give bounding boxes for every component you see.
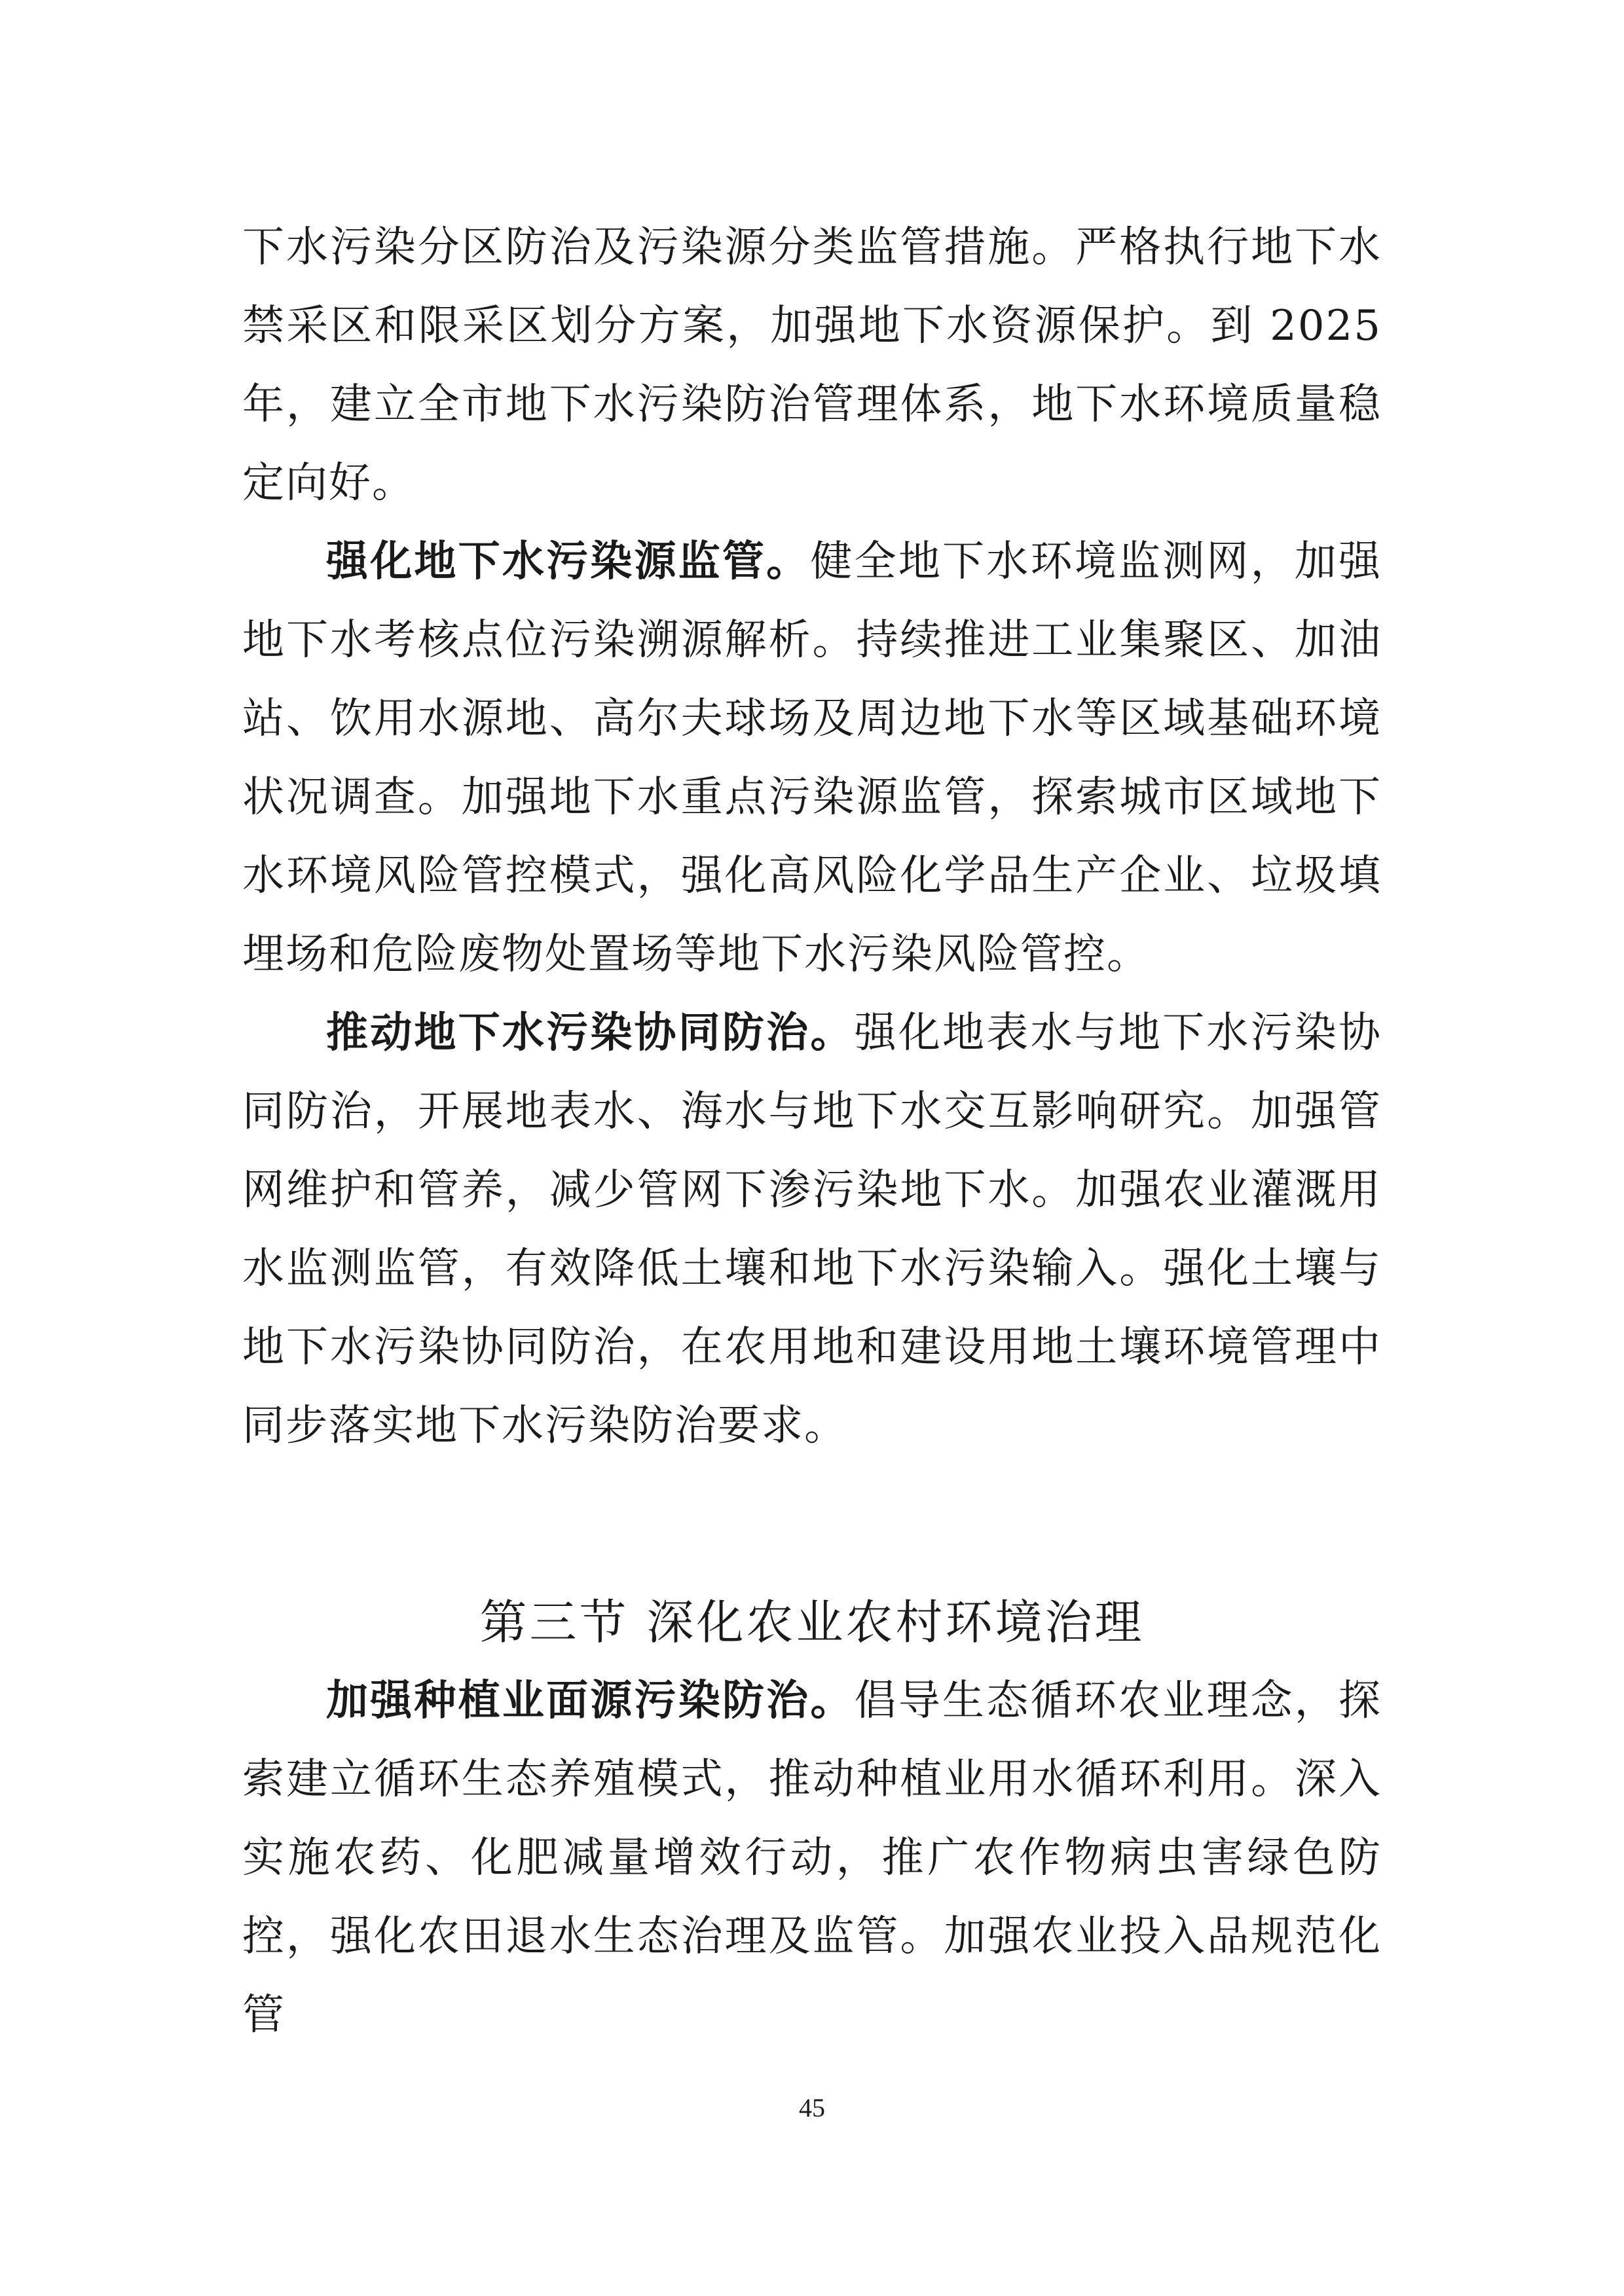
paragraph-planting-pollution-prevention	[242, 1662, 1382, 2054]
paragraph-lead-heading: 强化地下水污染源监管。	[326, 537, 811, 586]
paragraph-continued	[242, 208, 1382, 522]
paragraph-groundwater-joint-prevention	[242, 994, 1382, 1465]
section-heading: 第三节 深化农业农村环境治理	[479, 1595, 1145, 1650]
page-number: 45	[799, 2093, 825, 2123]
paragraph-lead-heading: 推动地下水污染协同防治。	[326, 1008, 855, 1057]
paragraph-text: 健全地下水环境监测网，加强地下水考核点位污染溯源解析。持续推进工业集聚区、加油站、饮用水源地、高尔夫球场及周边地下水等区域基础环境状况调查。加强地下水重点污染源监管，探索城市区域地下水环境风险管控模式，强化高风险化学品生产企业、垃圾填埋场和危险废物处置场等地下水污染风险管控。	[242, 538, 1382, 979]
paragraph-lead-heading: 加强种植业面源污染防治。	[326, 1676, 855, 1725]
paragraph-text: 倡导生态循环农业理念，探索建立循环生态养殖模式，推动种植业用水循环利用。深入实施农药、化肥减量增效行动，推广农作物病虫害绿色防控，强化农田退水生态治理及监管。加强农业投入品规范化管	[242, 1677, 1382, 2039]
paragraph-text: 下水污染分区防治及污染源分类监管措施。严格执行地下水禁采区和限采区划分方案，加强地下水资源保护。到 2025 年，建立全市地下水污染防治管理体系，地下水环境质量稳定向好。	[242, 223, 1382, 507]
paragraph-text: 强化地表水与地下水污染协同防治，开展地表水、海水与地下水交互影响研究。加强管网维护和管养，减少管网下渗污染地下水。加强农业灌溉用水监测监管，有效降低土壤和地下水污染输入。强化土壤与地下水污染协同防治，在农用地和建设用地土壤环境管理中同步落实地下水污染防治要求。	[242, 1009, 1382, 1450]
paragraph-groundwater-source-supervision	[242, 522, 1382, 994]
